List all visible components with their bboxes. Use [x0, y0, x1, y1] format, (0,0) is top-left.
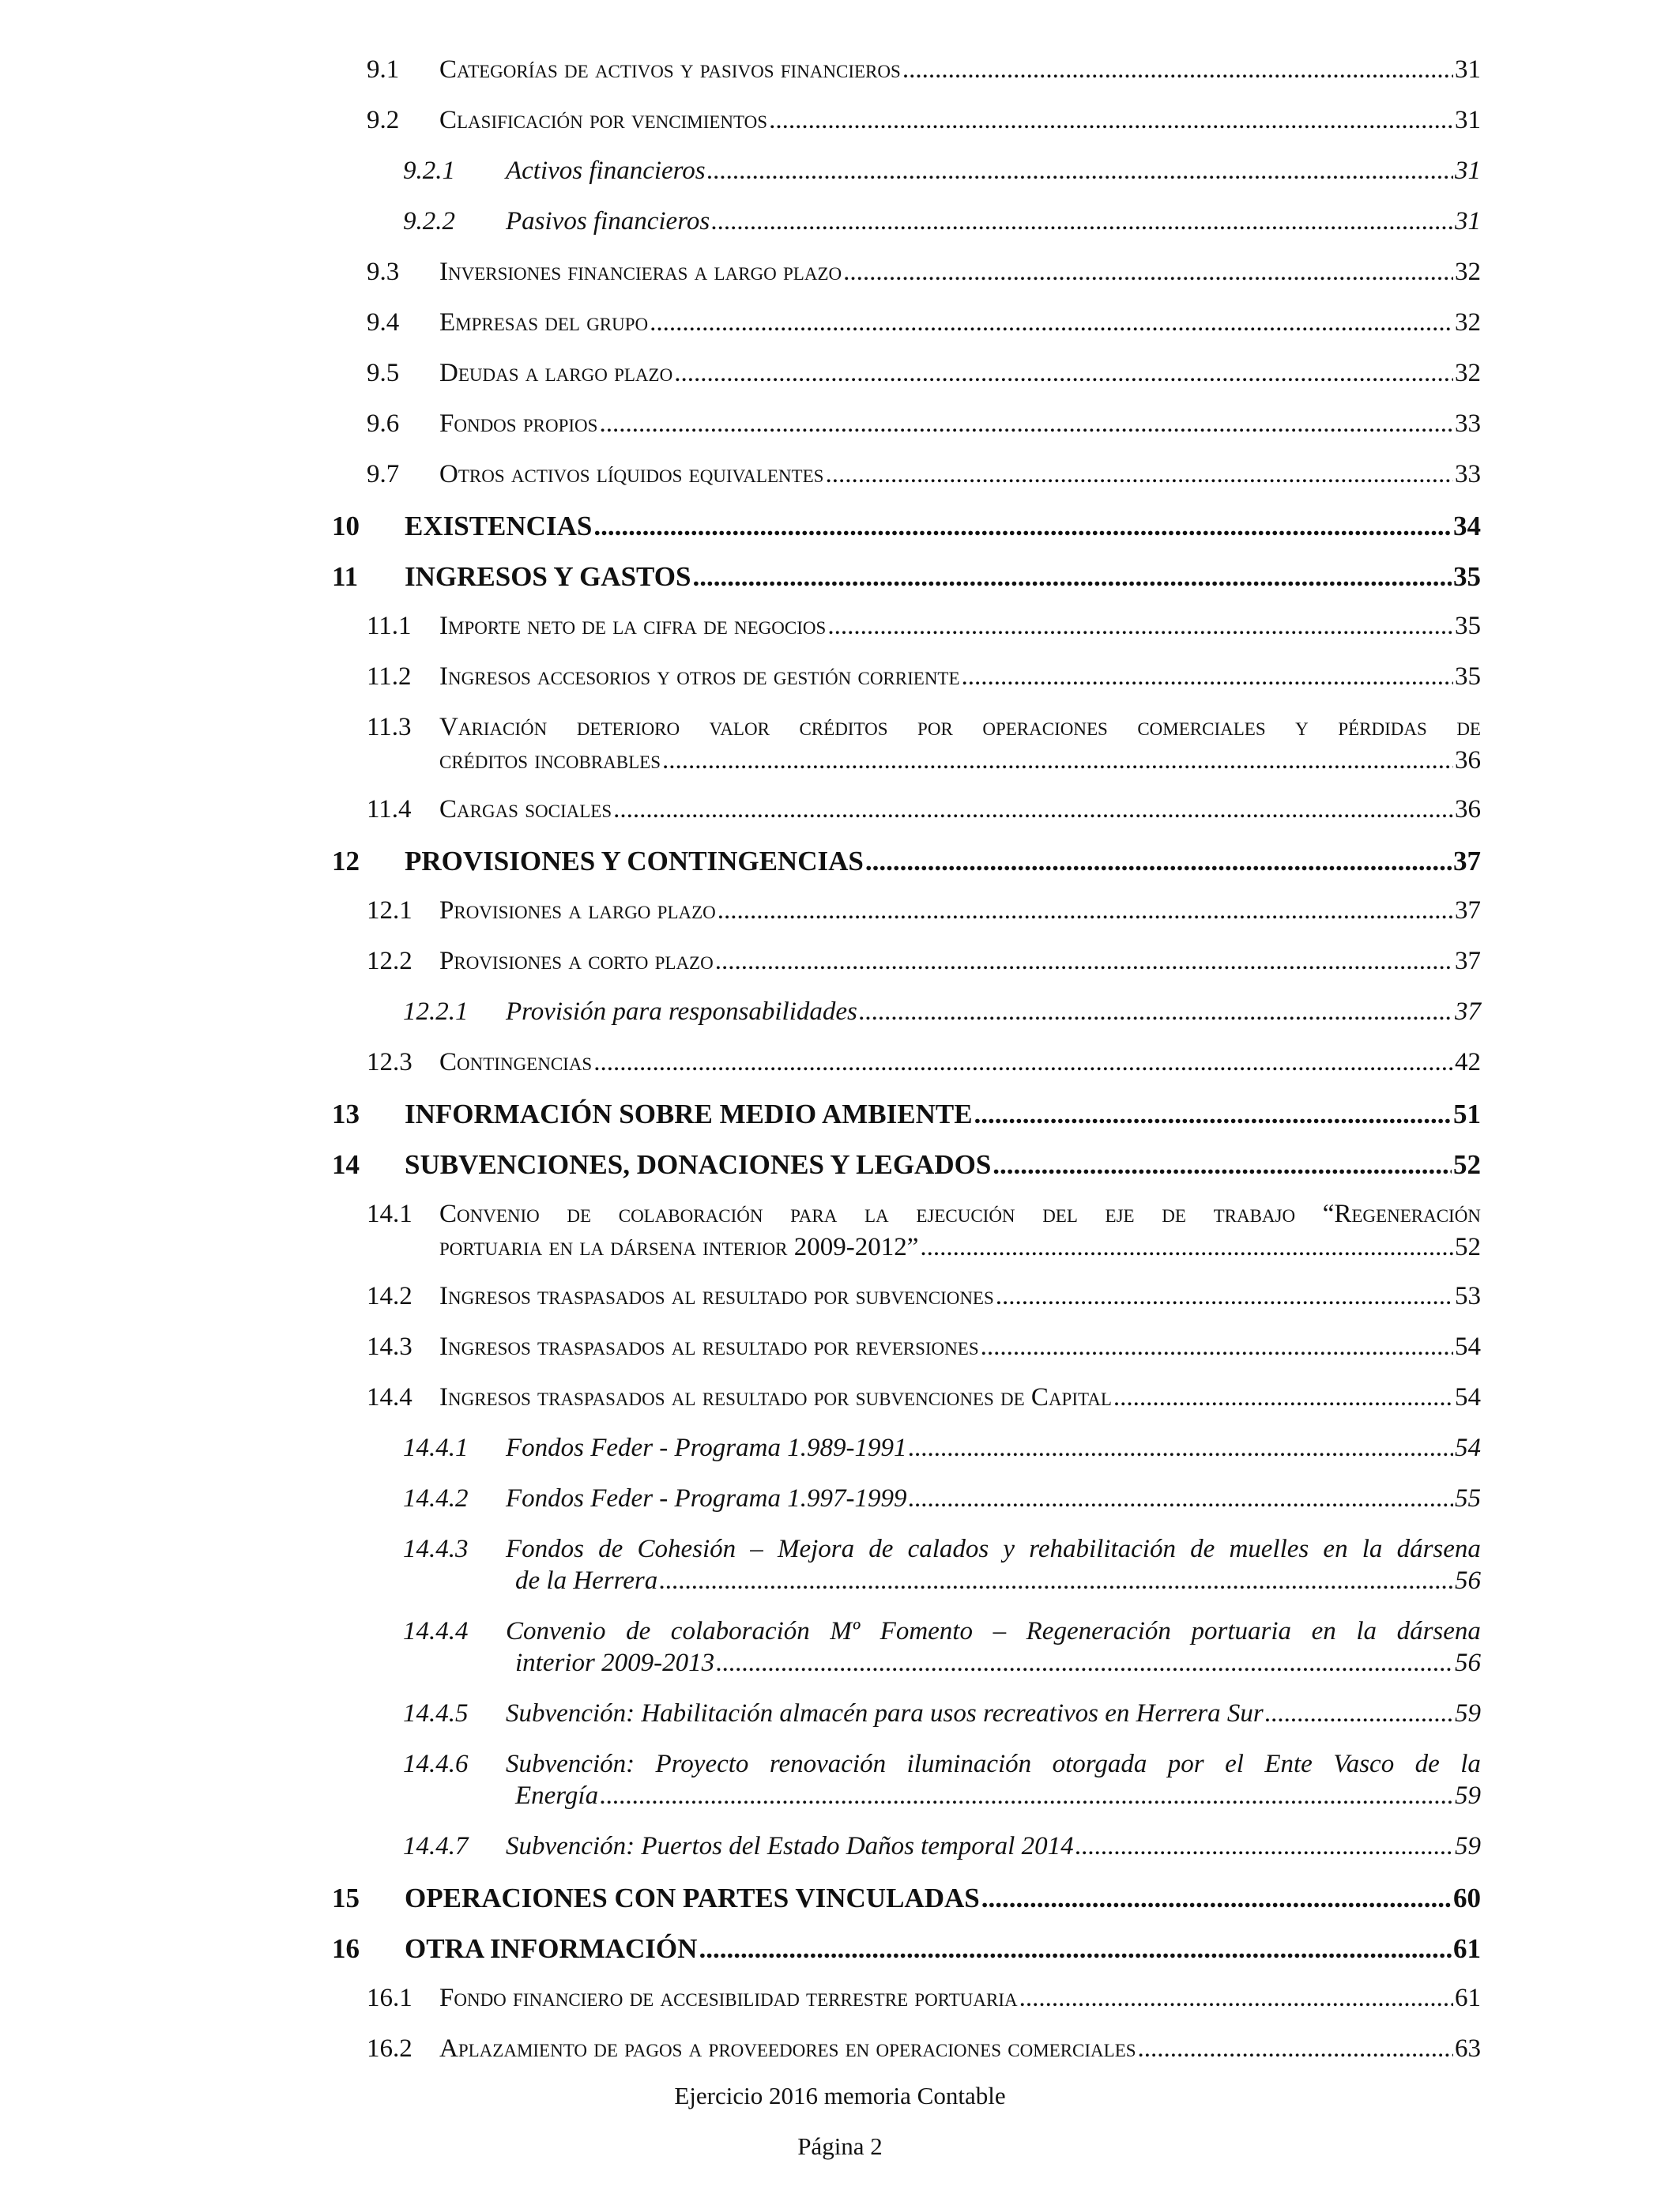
toc-entry-number: 14.4.2	[403, 1484, 469, 1513]
toc-entry-title: Fondos Feder - Programa 1.989-1991	[506, 1434, 907, 1462]
toc-entry-title: créditos incobrables	[439, 746, 661, 775]
toc-entry-title: Provisión para responsabilidades	[506, 997, 857, 1026]
dot-leader	[650, 308, 1453, 337]
dot-leader	[981, 1883, 1452, 1914]
toc-entry-title: Subvención: Habilitación almacén para usos recreativos en Herrera Sur	[506, 1699, 1264, 1728]
toc-entry-number: 14.4.1	[403, 1434, 469, 1462]
toc-entry-number: 9.1	[367, 55, 400, 84]
toc-entry-page: 59	[1455, 1699, 1481, 1728]
dot-leader	[613, 795, 1453, 824]
toc-entry-number: 12	[332, 846, 360, 876]
dot-leader	[1113, 1383, 1453, 1412]
toc-entry-number: 15	[332, 1883, 360, 1913]
toc-entry-page: 53	[1455, 1282, 1481, 1310]
toc-entry-title: Ingresos traspasados al resultado por subvenciones	[439, 1282, 994, 1310]
dot-leader	[920, 1233, 1453, 1262]
toc-entry-number: 11.1	[367, 612, 412, 640]
dot-leader	[1019, 1984, 1453, 2013]
toc-entry-title: EXISTENCIAS	[405, 511, 593, 541]
toc-entry-title: Provisiones a corto plazo	[439, 947, 714, 975]
toc-entry-page: 54	[1455, 1434, 1481, 1462]
toc-entry-title: Categorías de activos y pasivos financieros	[439, 55, 901, 84]
toc-entry-number: 14.4	[367, 1383, 412, 1412]
footer-page-number: Página 2	[797, 2132, 883, 2160]
toc-entry-title: portuaria en la dársena interior 2009-2012”	[439, 1233, 919, 1261]
toc-entry-number: 9.3	[367, 258, 400, 286]
toc-entry-number: 16	[332, 1933, 360, 1964]
dot-leader	[962, 662, 1453, 692]
toc-entry-title: Aplazamiento de pagos a proveedores en operaciones comerciales	[439, 2034, 1136, 2063]
toc-entry-title-line1: Convenio de colaboración para la ejecución del eje de trabajo “Regeneración	[439, 1200, 1481, 1228]
toc-entry-page: 55	[1455, 1484, 1481, 1513]
toc-entry-title: OPERACIONES CON PARTES VINCULADAS	[405, 1883, 980, 1913]
toc-entry-title: Pasivos financieros	[506, 207, 710, 236]
toc-entry-page: 52	[1455, 1233, 1481, 1261]
toc-entry-title: Fondos propios	[439, 409, 598, 438]
toc-entry-number: 9.2.2	[403, 207, 455, 236]
dot-leader	[674, 359, 1453, 388]
toc-entry-title: Fondos Feder - Programa 1.997-1999	[506, 1484, 907, 1513]
toc-entry-page: 59	[1455, 1832, 1481, 1860]
dot-leader	[825, 460, 1453, 489]
toc-entry-page: 60	[1453, 1883, 1481, 1913]
toc-entry-title: de la Herrera	[515, 1566, 658, 1595]
toc-entry-title: Ingresos traspasados al resultado por subvenciones de Capital	[439, 1383, 1112, 1412]
toc-entry-number: 9.2	[367, 106, 400, 134]
footer-title: Ejercicio 2016 memoria Contable	[674, 2082, 1006, 2109]
dot-leader	[593, 511, 1452, 542]
dot-leader	[865, 846, 1452, 877]
toc-entry-number: 16.2	[367, 2034, 412, 2063]
toc-entry-number: 14.4.4	[403, 1617, 469, 1646]
toc-entry-title: Provisiones a largo plazo	[439, 896, 716, 925]
toc-entry-title: Inversiones financieras a largo plazo	[439, 258, 842, 286]
dot-leader	[659, 1566, 1453, 1596]
toc-entry-page: 61	[1455, 1984, 1481, 2012]
dot-leader	[600, 1781, 1453, 1811]
toc-entry-title: Cargas sociales	[439, 795, 612, 824]
toc-entry-title: Ingresos traspasados al resultado por reversiones	[439, 1333, 979, 1361]
toc-entry-title-line1: Variación deterioro valor créditos por operaciones comerciales y pérdidas de	[439, 713, 1481, 741]
toc-entry-page: 37	[1453, 846, 1481, 876]
toc-entry-page: 32	[1455, 359, 1481, 387]
toc-entry-number: 11.2	[367, 662, 412, 691]
toc-entry-number: 12.2	[367, 947, 412, 975]
toc-entry-page: 31	[1455, 106, 1481, 134]
toc-entry-page: 52	[1453, 1149, 1481, 1180]
toc-entry-number: 12.2.1	[403, 997, 469, 1026]
dot-leader	[981, 1333, 1453, 1362]
toc-entry-number: 12.1	[367, 896, 412, 925]
toc-entry-page: 34	[1453, 511, 1481, 541]
dot-leader	[843, 258, 1453, 287]
toc-entry-title: Energía	[515, 1781, 599, 1810]
toc-entry-page: 36	[1455, 795, 1481, 824]
toc-entry-page: 37	[1455, 997, 1481, 1026]
toc-entry-page: 37	[1455, 896, 1481, 925]
toc-entry-title: Subvención: Puertos del Estado Daños temporal 2014	[506, 1832, 1074, 1860]
dot-leader	[993, 1149, 1452, 1181]
toc-entry-number: 9.2.1	[403, 156, 455, 185]
toc-entry-number: 10	[332, 511, 360, 541]
toc-entry-page: 59	[1455, 1781, 1481, 1810]
toc-entry-title: Activos financieros	[506, 156, 706, 185]
toc-entry-title: OTRA INFORMACIÓN	[405, 1933, 698, 1964]
toc-entry-page: 56	[1455, 1649, 1481, 1677]
toc-entry-page: 32	[1455, 258, 1481, 286]
toc-entry-number: 16.1	[367, 1984, 412, 2012]
toc-entry-number: 14.4.3	[403, 1535, 469, 1563]
toc-entry-number: 12.3	[367, 1048, 412, 1076]
toc-entry-page: 54	[1455, 1383, 1481, 1412]
dot-leader	[718, 896, 1453, 925]
dot-leader	[711, 207, 1453, 236]
toc-entry-page: 35	[1455, 612, 1481, 640]
toc-entry-title-line1: Convenio de colaboración Mº Fomento – Regeneración portuaria en la dársena	[506, 1617, 1481, 1646]
dot-leader	[662, 746, 1453, 775]
toc-entry-title-line1: Fondos de Cohesión – Mejora de calados y rehabilitación de muelles en la dársena	[506, 1535, 1481, 1563]
toc-entry-page: 33	[1455, 460, 1481, 488]
toc-entry-page: 42	[1455, 1048, 1481, 1076]
toc-entry-title: interior 2009-2013	[515, 1649, 715, 1677]
dot-leader	[908, 1434, 1453, 1463]
toc-entry-page: 33	[1455, 409, 1481, 438]
toc-entry-title: Empresas del grupo	[439, 308, 649, 337]
dot-leader	[769, 106, 1453, 135]
toc-entry-title: Contingencias	[439, 1048, 593, 1076]
dot-leader	[1075, 1832, 1453, 1861]
toc-entry-title: Fondo financiero de accesibilidad terrestre portuaria	[439, 1984, 1018, 2012]
toc-entry-number: 14.2	[367, 1282, 412, 1310]
toc-entry-number: 9.6	[367, 409, 400, 438]
toc-entry-number: 11.3	[367, 713, 412, 741]
dot-leader	[996, 1282, 1453, 1311]
toc-entry-page: 35	[1455, 662, 1481, 691]
toc-entry-title: Clasificación por vencimientos	[439, 106, 768, 134]
toc-entry-number: 9.5	[367, 359, 400, 387]
toc-entry-page: 31	[1455, 156, 1481, 185]
dot-leader	[859, 997, 1453, 1027]
toc-entry-number: 14.4.5	[403, 1699, 469, 1728]
toc-entry-page: 31	[1455, 207, 1481, 236]
dot-leader	[908, 1484, 1453, 1514]
toc-entry-page: 31	[1455, 55, 1481, 84]
dot-leader	[699, 1933, 1452, 1965]
dot-leader	[707, 156, 1453, 186]
toc-entry-page: 63	[1455, 2034, 1481, 2063]
dot-leader	[715, 947, 1453, 976]
dot-leader	[599, 409, 1453, 439]
toc-entry-title: Importe neto de la cifra de negocios	[439, 612, 827, 640]
toc-entry-number: 11	[332, 561, 359, 592]
toc-entry-page: 56	[1455, 1566, 1481, 1595]
toc-entry-title: INFORMACIÓN SOBRE MEDIO AMBIENTE	[405, 1099, 973, 1129]
toc-entry-title: SUBVENCIONES, DONACIONES Y LEGADOS	[405, 1149, 992, 1180]
toc-entry-number: 14.3	[367, 1333, 412, 1361]
toc-entry-page: 32	[1455, 308, 1481, 337]
dot-leader	[692, 561, 1452, 593]
dot-leader	[1138, 2034, 1453, 2064]
toc-entry-page: 61	[1453, 1933, 1481, 1964]
toc-entry-title: Deudas a largo plazo	[439, 359, 673, 387]
toc-entry-number: 14	[332, 1149, 360, 1180]
toc-entry-number: 14.4.6	[403, 1750, 469, 1778]
dot-leader	[827, 612, 1453, 641]
toc-entry-page: 35	[1453, 561, 1481, 592]
toc-entry-number: 9.7	[367, 460, 400, 488]
toc-entry-page: 37	[1455, 947, 1481, 975]
toc-entry-number: 14.4.7	[403, 1832, 469, 1860]
dot-leader	[1265, 1699, 1453, 1728]
toc-entry-page: 36	[1455, 746, 1481, 775]
toc-entry-page: 51	[1453, 1099, 1481, 1129]
dot-leader	[902, 55, 1453, 85]
toc-entry-title: INGRESOS Y GASTOS	[405, 561, 691, 592]
toc-entry-title: PROVISIONES Y CONTINGENCIAS	[405, 846, 864, 876]
toc-entry-page: 54	[1455, 1333, 1481, 1361]
toc-entry-title: Ingresos accesorios y otros de gestión corriente	[439, 662, 960, 691]
dot-leader	[974, 1099, 1452, 1130]
dot-leader	[593, 1048, 1453, 1077]
toc-entry-number: 13	[332, 1099, 360, 1129]
toc-entry-title-line1: Subvención: Proyecto renovación iluminación otorgada por el Ente Vasco de la	[506, 1750, 1481, 1778]
toc-entry-title: Otros activos líquidos equivalentes	[439, 460, 824, 488]
dot-leader	[716, 1649, 1453, 1678]
toc-entry-number: 11.4	[367, 795, 412, 824]
toc-entry-number: 9.4	[367, 308, 400, 337]
toc-entry-number: 14.1	[367, 1200, 412, 1228]
